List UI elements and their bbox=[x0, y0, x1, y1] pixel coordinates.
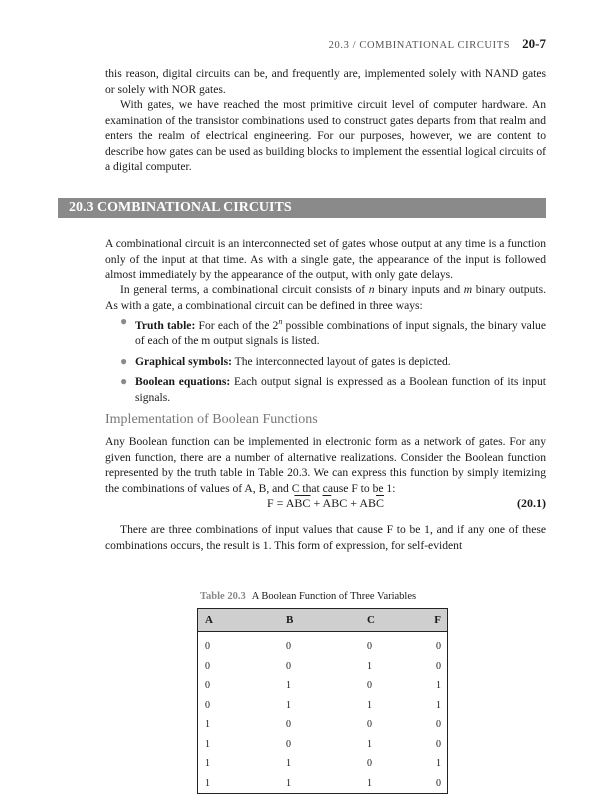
table-row: 1 1 0 1 bbox=[205, 758, 441, 770]
list-item-graphical-symbols: ● Graphical symbols: The interconnected layout of gates is depicted. bbox=[120, 353, 451, 368]
bullet-icon: ● bbox=[120, 353, 128, 368]
list-item-boolean-equations: ● Boolean equations: Each output signal is expressed as a Boolean function of its input signals. bbox=[120, 374, 546, 404]
section-paragraph-2: In general terms, a combinational circuit consists of n binary inputs and m binary outputs. As with a gate, a combinational circuit can be defined in three ways: bbox=[105, 283, 546, 312]
running-title: 20.3 / COMBINATIONAL CIRCUITS bbox=[328, 40, 511, 51]
column-header: C bbox=[337, 609, 413, 632]
subsection-paragraph-1: Any Boolean function can be implemented in electronic form as a network of gates. For any given function, there are a number of alternative realizations. Consider the Boolean function represented by the truth table in Table 20.3. We can express this function by simply itemizing the combinations of values of A, B, and C that cause F to be 1: bbox=[105, 435, 546, 495]
page-number: 20-7 bbox=[522, 36, 546, 51]
table-caption bbox=[200, 591, 416, 602]
column-header: B bbox=[261, 609, 337, 632]
bullet-icon: ● bbox=[120, 374, 128, 389]
table-caption-text: A Boolean Function of Three Variables bbox=[251, 591, 417, 602]
equation-number: (20.1) bbox=[517, 496, 546, 510]
intro-paragraph-1: this reason, digital circuits can be, and frequently are, implemented solely with NAND gates or solely with NOR gates. bbox=[105, 67, 546, 96]
table-row: 1 1 1 0 bbox=[205, 777, 441, 789]
section-paragraph-1: A combinational circuit is an interconnected set of gates whose output at any time is a function only of the input at that time. As with a single gate, the appearance of the input is followed almost immediately by the appearance of the output, with only gate delays. bbox=[105, 237, 546, 281]
truth-table bbox=[197, 608, 448, 794]
list-item-truth-table: ● Truth table: For each of the 2$^n$ possible combinations of input signals, the binary value of each of the m output signals is listed. bbox=[120, 314, 546, 348]
bullet-icon: ● bbox=[120, 314, 128, 328]
table-row: 0 1 0 1 bbox=[205, 680, 441, 692]
intro-paragraph-2: With gates, we have reached the most primitive circuit level of computer hardware. An examination of the transistor combinations used to construct gates departs from that realm and enters the realm of electrical engineering. For our purposes, however, we are content to describe how gates can be used as building blocks to implement the essential logical circuits of a digital computer. bbox=[105, 98, 546, 173]
section-heading: 20.3 COMBINATIONAL CIRCUITS bbox=[69, 200, 292, 215]
equation-body: $F = A\overline{BC} + \overline{A}BC + AB\overline{C}$ bbox=[266, 496, 385, 510]
subsection-paragraph-2: There are three combinations of input values that cause F to be 1, and if any one of these combinations occurs, the result is 1. This form of expression, for self-evident bbox=[105, 523, 546, 552]
table-label: Table 20.3 bbox=[200, 591, 246, 602]
subsection-heading: Implementation of Boolean Functions bbox=[105, 412, 318, 427]
table-row: 0 0 1 0 bbox=[205, 660, 441, 672]
column-header: F bbox=[413, 609, 448, 632]
running-header bbox=[0, 36, 546, 52]
table-header-row bbox=[198, 609, 448, 632]
definition-list bbox=[105, 314, 546, 410]
table-row: 0 0 0 0 bbox=[205, 641, 441, 653]
table-row: 1 0 0 0 bbox=[205, 719, 441, 731]
table-row: 0 1 1 1 bbox=[205, 699, 441, 711]
column-header: A bbox=[198, 609, 262, 632]
table-row: 1 0 1 0 bbox=[205, 738, 441, 750]
